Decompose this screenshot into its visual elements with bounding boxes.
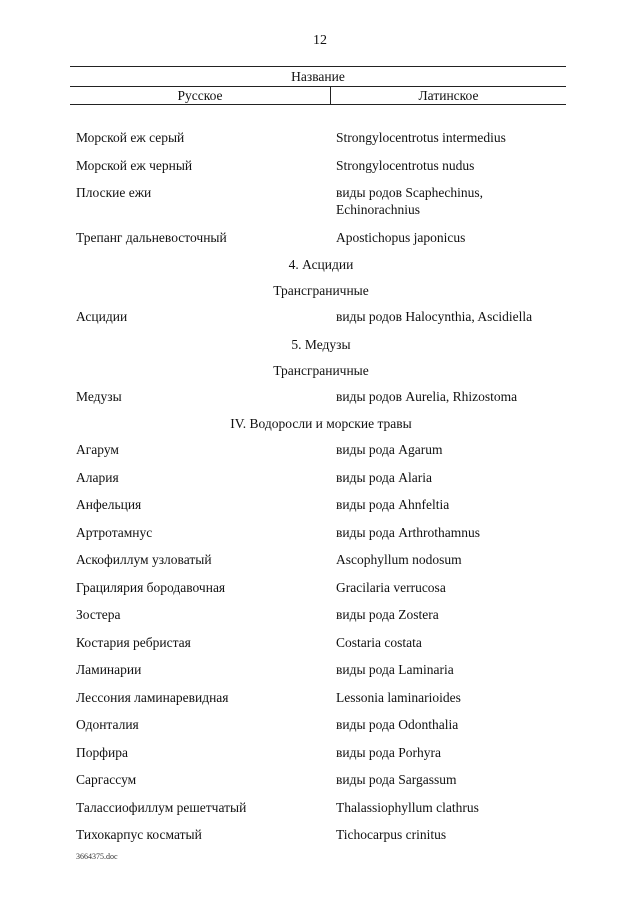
header-columns xyxy=(70,87,566,104)
latin-name-cell xyxy=(336,496,566,513)
table-row xyxy=(76,797,566,825)
section-heading: 5. Медузы xyxy=(291,336,351,352)
latin-name: виды родов Aurelia, Rhizostoma xyxy=(336,388,518,404)
latin-name-cell xyxy=(336,524,566,541)
latin-name: виды родов Scaphechinus, xyxy=(336,185,483,200)
table-row xyxy=(76,824,566,852)
latin-name-cell xyxy=(336,579,566,596)
table-row xyxy=(76,604,566,632)
russian-name: Агарум xyxy=(76,442,119,457)
section-heading: 4. Асцидии xyxy=(288,257,354,272)
russian-name: Артротамнус xyxy=(76,524,153,540)
latin-name-cell xyxy=(336,129,566,146)
latin-name: виды рода Agarum xyxy=(336,442,443,457)
latin-name: Costaria costata xyxy=(336,634,422,650)
species-table-body xyxy=(76,127,566,852)
russian-name: Талассиофиллум решетчатый xyxy=(76,799,247,815)
russian-name: Трепанг дальневосточный xyxy=(76,229,227,245)
latin-name-cell xyxy=(336,744,566,761)
column-header-russian: Русское xyxy=(70,87,331,104)
russian-name: Анфельция xyxy=(76,497,142,512)
latin-name-cell xyxy=(336,689,566,706)
latin-name-cell xyxy=(336,606,566,623)
section-heading: Трансграничные xyxy=(273,283,369,298)
latin-name: виды рода Odonthalia xyxy=(336,717,459,732)
latin-name-cell xyxy=(336,229,566,246)
section-heading: Трансграничные xyxy=(273,362,369,378)
table-row xyxy=(76,659,566,687)
latin-name: виды рода Arthrothamnus xyxy=(336,524,480,540)
russian-name: Аскофиллум узловатый xyxy=(76,552,212,567)
russian-name: Плоские ежи xyxy=(76,185,152,200)
latin-name-cell xyxy=(336,184,566,218)
table-row xyxy=(76,306,566,334)
table-row xyxy=(76,155,566,183)
latin-name: виды родов Halocynthia, Ascidiella xyxy=(336,309,533,324)
russian-name: Саргассум xyxy=(76,772,137,787)
russian-name: Асцидии xyxy=(76,309,128,324)
latin-name: Strongylocentrotus intermedius xyxy=(336,130,506,145)
russian-name: Зостера xyxy=(76,607,121,622)
table-row xyxy=(76,182,566,227)
table-row xyxy=(76,687,566,715)
latin-name-cell xyxy=(336,826,566,843)
table-row xyxy=(76,227,566,255)
table-row xyxy=(76,127,566,155)
table-row xyxy=(76,439,566,467)
russian-name: Костария ребристая xyxy=(76,634,191,650)
russian-name: Алария xyxy=(76,469,119,485)
latin-name: Tichocarpus crinitus xyxy=(336,827,447,842)
table-row xyxy=(76,386,566,414)
russian-name: Одонталия xyxy=(76,717,139,732)
latin-name-cell xyxy=(336,634,566,651)
latin-name: Gracilaria verrucosa xyxy=(336,579,446,595)
latin-name: Strongylocentrotus nudus xyxy=(336,157,475,173)
table-row xyxy=(76,714,566,742)
latin-name-continued: Echinorachnius xyxy=(336,202,420,217)
russian-name: Лессония ламинаревидная xyxy=(76,689,229,705)
latin-name: Lessonia laminarioides xyxy=(336,689,461,705)
table-row xyxy=(76,549,566,577)
latin-name-cell xyxy=(336,771,566,788)
russian-name: Грацилярия бородавочная xyxy=(76,579,226,595)
footer-filename: 3664375.doc xyxy=(76,852,118,861)
russian-name: Морской еж серый xyxy=(76,130,185,145)
russian-name: Морской еж черный xyxy=(76,157,193,173)
latin-name: виды рода Porhyra xyxy=(336,744,442,760)
latin-name: виды рода Zostera xyxy=(336,607,439,622)
latin-name-cell xyxy=(336,716,566,733)
latin-name: виды рода Alaria xyxy=(336,469,432,485)
latin-name-cell xyxy=(336,157,566,174)
russian-name: Порфира xyxy=(76,744,128,760)
latin-name: Apostichopus japonicus xyxy=(336,229,466,245)
latin-name: Thalassiophyllum clathrus xyxy=(336,799,479,815)
latin-name: виды рода Sargassum xyxy=(336,772,457,787)
latin-name-cell xyxy=(336,799,566,816)
header-rule-bottom xyxy=(70,104,566,105)
latin-name-cell xyxy=(336,551,566,568)
table-row xyxy=(76,522,566,550)
table-header xyxy=(70,66,566,105)
russian-name: Медузы xyxy=(76,388,122,404)
table-row xyxy=(76,632,566,660)
latin-name-cell xyxy=(336,441,566,458)
table-row xyxy=(76,742,566,770)
latin-name-cell xyxy=(336,308,566,325)
latin-name-cell xyxy=(336,661,566,678)
table-row xyxy=(76,494,566,522)
column-header-latin: Латинское xyxy=(418,88,479,103)
table-row xyxy=(76,769,566,797)
russian-name: Тихокарпус косматый xyxy=(76,827,202,842)
latin-name-cell xyxy=(336,469,566,486)
table-row xyxy=(76,577,566,605)
table-row xyxy=(76,467,566,495)
latin-name: виды рода Laminaria xyxy=(336,662,454,677)
header-rule-top xyxy=(70,66,566,67)
latin-name: Ascophyllum nodosum xyxy=(336,552,462,567)
section-heading: IV. Водоросли и морские травы xyxy=(230,416,412,431)
russian-name: Ламинарии xyxy=(76,662,142,677)
page-number: 12 xyxy=(313,33,327,48)
latin-name: виды рода Ahnfeltia xyxy=(336,497,450,512)
latin-name-cell xyxy=(336,388,566,405)
header-title: Название xyxy=(291,69,345,84)
